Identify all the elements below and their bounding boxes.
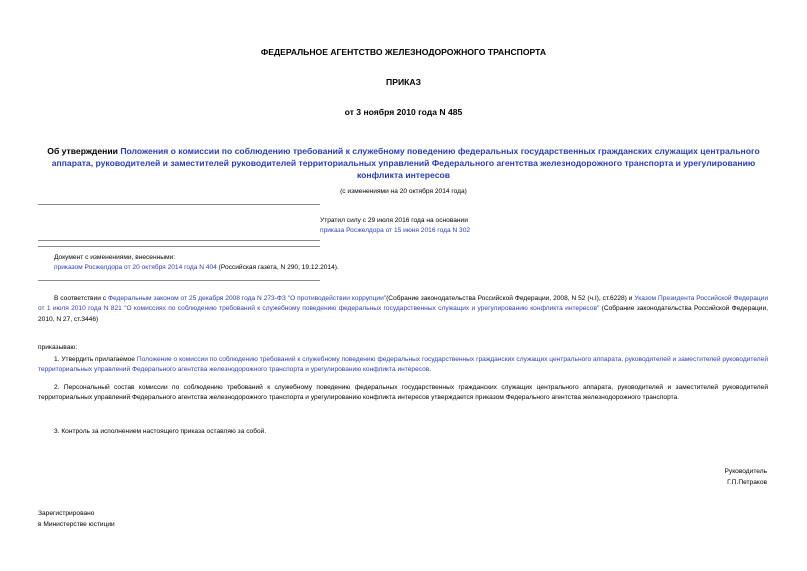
registration-line-1: Зарегистрировано xyxy=(38,510,95,517)
registration-line-2: в Министерстве юстиции xyxy=(38,521,115,528)
doc-type-heading: ПРИКАЗ xyxy=(386,77,421,87)
item-3-text: 3. Контроль за исполнением настоящего приказа оставляю за собой. xyxy=(54,428,267,435)
signatory-position: Руководитель xyxy=(724,468,767,475)
amendments-note xyxy=(54,253,339,274)
title-prefix: Об утверждении xyxy=(47,146,121,156)
item-3-paragraph xyxy=(38,427,768,437)
divider xyxy=(38,246,320,247)
preamble-text: (Собрание законодательства Российской Федерации, 2008, N 52 (ч.I), ст.6228) и xyxy=(386,295,635,302)
date-number-heading: от 3 ноября 2010 года N 485 xyxy=(344,107,463,117)
revision-note: (с изменениями на 20 октября 2014 года) xyxy=(340,188,467,195)
preamble-text: В соответствии с xyxy=(54,295,108,302)
amendments-tail: (Российская газета, N 290, 19.12.2014). xyxy=(216,264,339,272)
registration-block xyxy=(38,508,115,530)
amendments-text: Документ с изменениями, внесенными: xyxy=(54,254,176,261)
federal-law-link[interactable]: Федеральным законом от 25 декабря 2008 года N 273-ФЗ "О противодействии коррупции" xyxy=(108,295,387,302)
title-regulation-link[interactable]: Положения о комиссии по соблюдению требований к служебному поведению федеральных государственных гражданских служащих центрального аппарата, руководителей и заместителей руководителей территориальных управлений Федерального агентства железнодорожного транспорта и урегулированию конфликта интересов xyxy=(51,146,760,180)
regulation-link[interactable]: Положение о комиссии по соблюдению требований к служебному поведению федеральных государственных гражданских служащих центрального аппарата, руководителей и заместителей руководителей территориальных управлений Федерального агентства железнодорожного транспорта и урегулированию конфликта интересов xyxy=(38,356,768,374)
item-1-paragraph xyxy=(38,355,768,376)
document-title xyxy=(30,145,777,181)
presidential-decree-link[interactable]: Указом Президента Российской Федерации от 1 июля 2010 года N 821 "О комиссиях по соблюдению требований к служебному поведению федеральных государственных служащих и урегулированию конфликта интересов" xyxy=(38,295,769,313)
preamble-text: (Собрание законодательства Российской Федерации, 2010, N 27, ст.3446) xyxy=(38,305,768,323)
agency-heading: ФЕДЕРАЛЬНОЕ АГЕНТСТВО ЖЕЛЕЗНОДОРОЖНОГО ТРАНСПОРТА xyxy=(260,47,547,57)
lost-force-note xyxy=(320,216,470,237)
order-word: приказываю: xyxy=(38,344,78,351)
signatory-name: Г.П.Петраков xyxy=(727,479,767,486)
divider xyxy=(38,204,320,205)
amendment-order-link[interactable]: приказом Росжелдора от 20 октября 2014 года N 404 xyxy=(54,264,217,272)
item-2-text: 2. Персональный состав комиссии по соблюдению требований к служебному поведению федеральных государственных гражданских служащих центрального аппарата, руководителей и заместителей руководителей территориальных управлений Федерального агентства железнодорожного транспорта и урегулированию конфликта интересов утверждается приказом Федерального агентства железнодорожного транспорта. xyxy=(38,384,768,402)
item-2-paragraph xyxy=(38,383,768,404)
divider xyxy=(38,280,320,281)
preamble-paragraph xyxy=(38,294,768,325)
divider xyxy=(38,240,320,241)
signature-block xyxy=(725,466,767,488)
lost-force-text: Утратил силу с 29 июля 2016 года на основании xyxy=(320,217,468,224)
item-1-text: 1. Утвердить прилагаемое xyxy=(54,356,137,363)
lost-force-link[interactable]: приказа Росжелдора от 15 июня 2016 года N 302 xyxy=(320,227,471,235)
item-1-text: . xyxy=(429,366,432,374)
